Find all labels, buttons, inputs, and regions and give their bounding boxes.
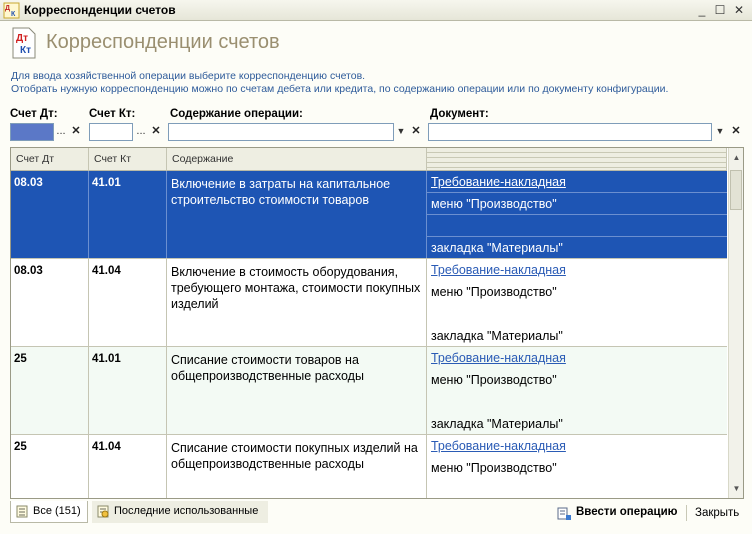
- column-header-document[interactable]: [427, 148, 727, 171]
- document-menu-text: меню "Производство": [431, 461, 557, 475]
- close-button[interactable]: Закрыть: [695, 507, 740, 519]
- filter-doc-input[interactable]: [428, 123, 712, 141]
- document-link[interactable]: Требование-накладная: [431, 175, 566, 189]
- vertical-scrollbar[interactable]: [728, 148, 743, 498]
- svg-text:К: К: [11, 11, 16, 18]
- enter-operation-label: Ввести операцию: [576, 506, 678, 518]
- filter-kt-select-button[interactable]: ...: [136, 125, 146, 137]
- document-link[interactable]: Требование-накладная: [431, 439, 566, 453]
- description-line-1: Для ввода хозяйственной операции выберите корреспонденцию счетов.: [11, 70, 366, 82]
- cell-content: Списание стоимости товаров на общепроизводственные расходы: [167, 347, 427, 434]
- icon-label-kt: Кт: [20, 45, 32, 56]
- document-link[interactable]: Требование-накладная: [431, 263, 566, 277]
- enter-operation-button[interactable]: [557, 506, 678, 518]
- document-tab-text: закладка "Материалы": [431, 417, 563, 431]
- cell-document: [427, 435, 727, 499]
- document-menu-text: меню "Производство": [431, 373, 557, 387]
- window-titlebar: [0, 0, 752, 21]
- svg-text:Д: Д: [5, 5, 10, 12]
- table-row[interactable]: [11, 259, 727, 347]
- page-title: Корреспонденции счетов: [46, 31, 280, 53]
- tab-recent-label: Последние использованные: [114, 505, 259, 517]
- close-window-button[interactable]: ✕: [733, 3, 745, 17]
- table-row[interactable]: [11, 171, 727, 259]
- filter-content-clear-button[interactable]: ✕: [411, 125, 421, 137]
- filter-dt-input[interactable]: [10, 123, 54, 141]
- column-header-dt[interactable]: Счет Дт: [11, 148, 89, 171]
- filter-kt-clear-button[interactable]: ✕: [151, 125, 161, 137]
- scrollbar-thumb[interactable]: [730, 170, 742, 210]
- cell-content: Списание стоимости покупных изделий на общепроизводственные расходы: [167, 435, 427, 499]
- window-title: Корреспонденции счетов: [24, 3, 176, 17]
- document-menu-text: меню "Производство": [431, 285, 557, 299]
- cell-document: [427, 259, 727, 346]
- list-icon: [16, 505, 28, 518]
- filter-doc-clear-button[interactable]: ✕: [731, 125, 741, 137]
- document-tab-text: закладка "Материалы": [431, 241, 563, 255]
- filter-dt-select-button[interactable]: ...: [56, 125, 66, 137]
- column-header-content[interactable]: Содержание: [167, 148, 427, 171]
- document-tab-text: закладка "Материалы": [431, 329, 563, 343]
- cell-dt: 08.03: [11, 259, 89, 346]
- filter-doc-dropdown-button[interactable]: ▼: [715, 126, 725, 136]
- cell-kt: 41.04: [89, 259, 167, 346]
- filter-dt-clear-button[interactable]: ✕: [71, 125, 81, 137]
- cell-dt: 08.03: [11, 171, 89, 258]
- tab-all-label: Все (151): [33, 505, 81, 517]
- description-line-2: Отобрать нужную корреспонденцию можно по счетам дебета или кредита, по содержанию операции или по документу конфигурации.: [11, 83, 669, 95]
- filter-content-dropdown-button[interactable]: ▼: [396, 126, 406, 136]
- document-link[interactable]: Требование-накладная: [431, 351, 566, 365]
- tab-all[interactable]: [10, 501, 88, 523]
- filter-content-input[interactable]: [168, 123, 394, 141]
- actions-divider: [686, 505, 687, 521]
- enter-operation-icon: [557, 506, 572, 521]
- tab-recent[interactable]: [92, 501, 268, 523]
- filter-content-label: Содержание операции:: [170, 108, 303, 120]
- table-row[interactable]: [11, 347, 727, 435]
- cell-content: Включение в затраты на капитальное строительство стоимости товаров: [167, 171, 427, 258]
- accounts-correspondence-icon: [10, 26, 38, 60]
- cell-kt: 41.01: [89, 347, 167, 434]
- filter-kt-label: Счет Кт:: [89, 108, 136, 120]
- recent-list-icon: [97, 505, 109, 518]
- document-menu-text: меню "Производство": [427, 193, 727, 215]
- cell-kt: 41.04: [89, 435, 167, 499]
- cell-dt: 25: [11, 347, 89, 434]
- cell-kt: 41.01: [89, 171, 167, 258]
- filter-kt-input[interactable]: [89, 123, 133, 141]
- table-row[interactable]: [11, 435, 727, 499]
- filter-doc-label: Документ:: [430, 108, 489, 120]
- cell-document: [427, 171, 727, 258]
- cell-content: Включение в стоимость оборудования, требующего монтажа, стоимости покупных изделий: [167, 259, 427, 346]
- filter-dt-label: Счет Дт:: [10, 108, 58, 120]
- scroll-up-button[interactable]: ▲: [732, 153, 741, 162]
- cell-dt: 25: [11, 435, 89, 499]
- minimize-button[interactable]: _: [698, 3, 706, 17]
- icon-label-dt: Дт: [16, 33, 29, 44]
- scroll-down-button[interactable]: ▼: [732, 484, 741, 493]
- maximize-button[interactable]: ☐: [714, 3, 726, 17]
- column-header-kt[interactable]: Счет Кт: [89, 148, 167, 171]
- correspondence-table[interactable]: [10, 147, 744, 499]
- app-icon: [3, 2, 20, 19]
- cell-document: [427, 347, 727, 434]
